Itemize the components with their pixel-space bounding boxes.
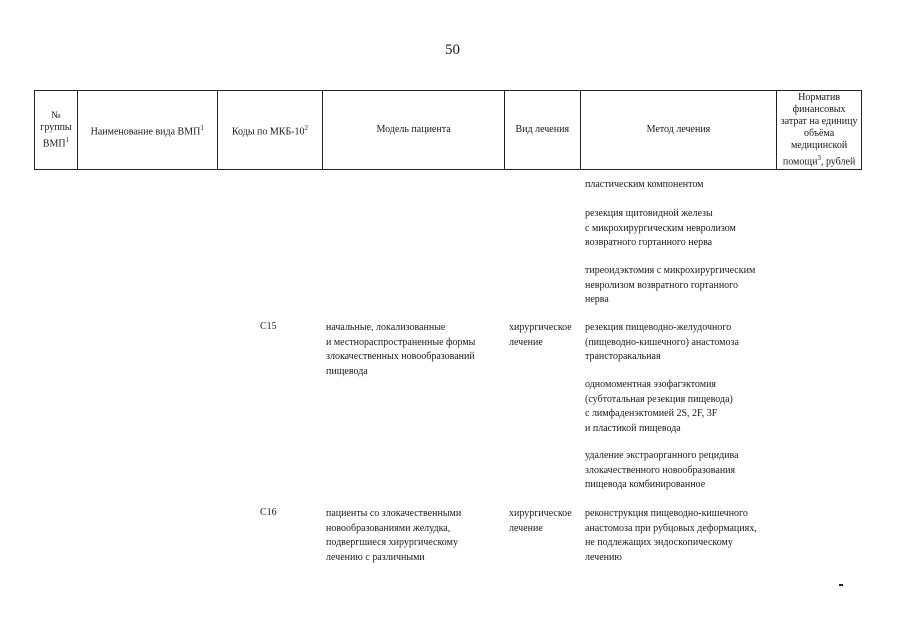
- treatment-type: хирургическое лечение: [509, 508, 572, 534]
- page-number: 50: [445, 42, 460, 58]
- icd-code: C16: [260, 507, 277, 518]
- header-treatment-method: [581, 91, 778, 169]
- header-treatment-method-text: Метод лечения: [646, 124, 711, 135]
- patient-model: начальные, локализованные и местнораспространенные формы злокачественных новообразований пищевода: [326, 322, 476, 377]
- header-patient-model-text: Модель пациента: [376, 124, 451, 135]
- method-item: тиреоидэктомия с микрохирургическим невролизом возвратного гортанного нерва: [585, 265, 756, 305]
- footnote-mark: 3: [817, 153, 821, 162]
- header-cost-norm-tail: , рублей: [820, 156, 856, 168]
- header-patient-model: [323, 91, 505, 169]
- table-header: [34, 90, 862, 170]
- header-treatment-type-text: Вид лечения: [515, 124, 570, 135]
- header-vmp-name: [78, 91, 218, 169]
- footnote-mark: 2: [304, 123, 309, 132]
- icd-code: C15: [260, 321, 277, 332]
- header-group-number-text: № группы ВМП: [40, 109, 72, 150]
- method-item: резекция щитовидной железы с микрохирургическим невролизом возвратного гортанного нерва: [585, 208, 736, 248]
- patient-model: пациенты со злокачественными новообразованиями желудка, подвергшиеся хирургическому лечению с различными: [326, 508, 462, 563]
- footnote-mark: 1: [65, 135, 70, 144]
- header-cost-norm-text: Норматив финансовых затрат на единицу объёма медицинской помощи: [780, 91, 858, 168]
- header-icd-codes: [218, 91, 324, 169]
- method-item: пластическим компонентом: [585, 179, 704, 190]
- method-item: одномоментная эзофагэктомия (субтотальная резекция пищевода) с лимфаденэктомией 2S, 2F, 3F и пластикой пищевода: [585, 379, 733, 434]
- scan-mark: [839, 584, 843, 586]
- header-icd-codes-text: Коды по МКБ-10: [231, 126, 305, 138]
- method-item: реконструкция пищеводно-кишечного анастомоза при рубцовых деформациях, не подлежащих эндоскопическому лечению: [585, 508, 757, 563]
- header-vmp-name-text: Наименование вида ВМП: [90, 126, 201, 138]
- header-group-number: [35, 91, 78, 169]
- footnote-mark: 1: [200, 123, 204, 132]
- method-item: резекция пищеводно-желудочного (пищеводно-кишечного) анастомоза трансторакальная: [585, 322, 739, 362]
- treatment-type: хирургическое лечение: [509, 322, 572, 348]
- header-treatment-type: [505, 91, 581, 169]
- method-item: удаление экстраорганного рецидива злокачественного новообразования пищевода комбинированное: [585, 450, 739, 490]
- header-cost-norm: [777, 91, 861, 169]
